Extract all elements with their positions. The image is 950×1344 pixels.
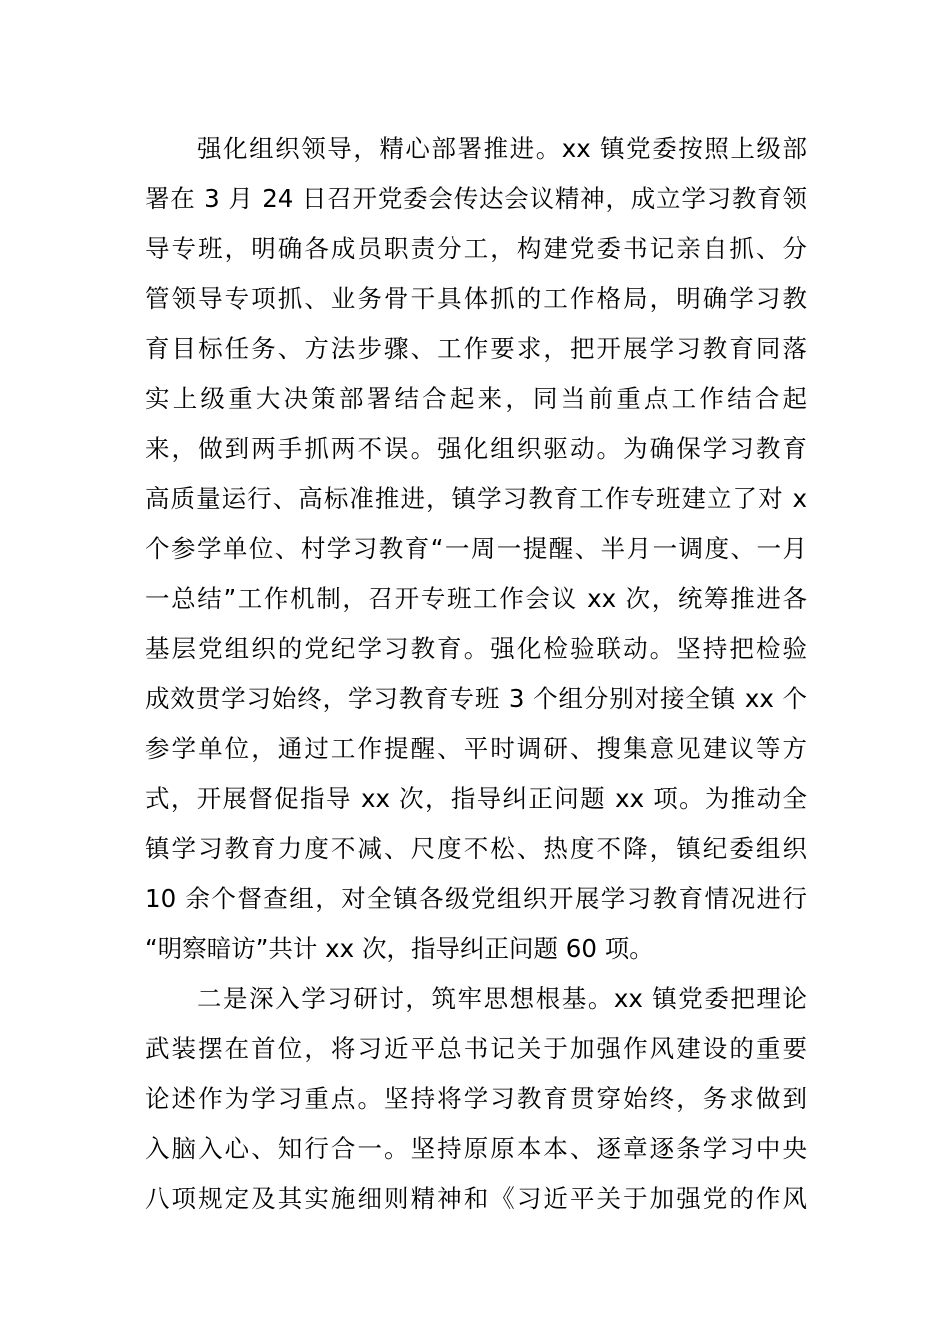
paragraph-line: 个参学单位、村学习教育“一周一提醒、半月一调度、一月 [145,534,807,563]
paragraph-line: 署在 3 月 24 日召开党委会传达会议精神，成立学习教育领 [145,184,807,213]
paragraph-line: 10 余个督查组，对全镇各级党组织开展学习教育情况进行 [145,884,807,913]
paragraph-line: 高质量运行、高标准推进，镇学习教育工作专班建立了对 x [145,484,807,513]
paragraph-line: 入脑入心、知行合一。坚持原原本本、逐章逐条学习中央 [145,1134,807,1163]
paragraph-line: 强化组织领导，精心部署推进。xx 镇党委按照上级部 [197,134,807,163]
paragraph-line: 育目标任务、方法步骤、工作要求，把开展学习教育同落 [145,334,807,363]
paragraph-line: “明察暗访”共计 xx 次，指导纠正问题 60 项。 [145,934,654,963]
paragraph-line: 参学单位，通过工作提醒、平时调研、搜集意见建议等方 [145,734,807,763]
paragraph-line: 管领导专项抓、业务骨干具体抓的工作格局，明确学习教 [145,284,807,313]
paragraph-2 [145,974,807,1224]
paragraph-line: 二是深入学习研讨，筑牢思想根基。xx 镇党委把理论 [197,984,807,1013]
paragraph-line: 式，开展督促指导 xx 次，指导纠正问题 xx 项。为推动全 [145,784,807,813]
document-body [145,124,807,1224]
paragraph-line: 论述作为学习重点。坚持将学习教育贯穿始终，务求做到 [145,1084,807,1113]
paragraph-line: 导专班，明确各成员职责分工，构建党委书记亲自抓、分 [145,234,807,263]
paragraph-line: 实上级重大决策部署结合起来，同当前重点工作结合起 [145,384,807,413]
paragraph-line: 一总结”工作机制，召开专班工作会议 xx 次，统筹推进各 [145,584,807,613]
paragraph-line: 来，做到两手抓两不误。强化组织驱动。为确保学习教育 [145,434,807,463]
paragraph-1 [145,124,807,974]
paragraph-line: 镇学习教育力度不减、尺度不松、热度不降，镇纪委组织 [145,834,807,863]
paragraph-line: 成效贯学习始终，学习教育专班 3 个组分别对接全镇 xx 个 [145,684,807,713]
paragraph-line: 八项规定及其实施细则精神和《习近平关于加强党的作风 [145,1184,807,1213]
paragraph-line: 武装摆在首位，将习近平总书记关于加强作风建设的重要 [145,1034,807,1063]
paragraph-line: 基层党组织的党纪学习教育。强化检验联动。坚持把检验 [145,634,807,663]
